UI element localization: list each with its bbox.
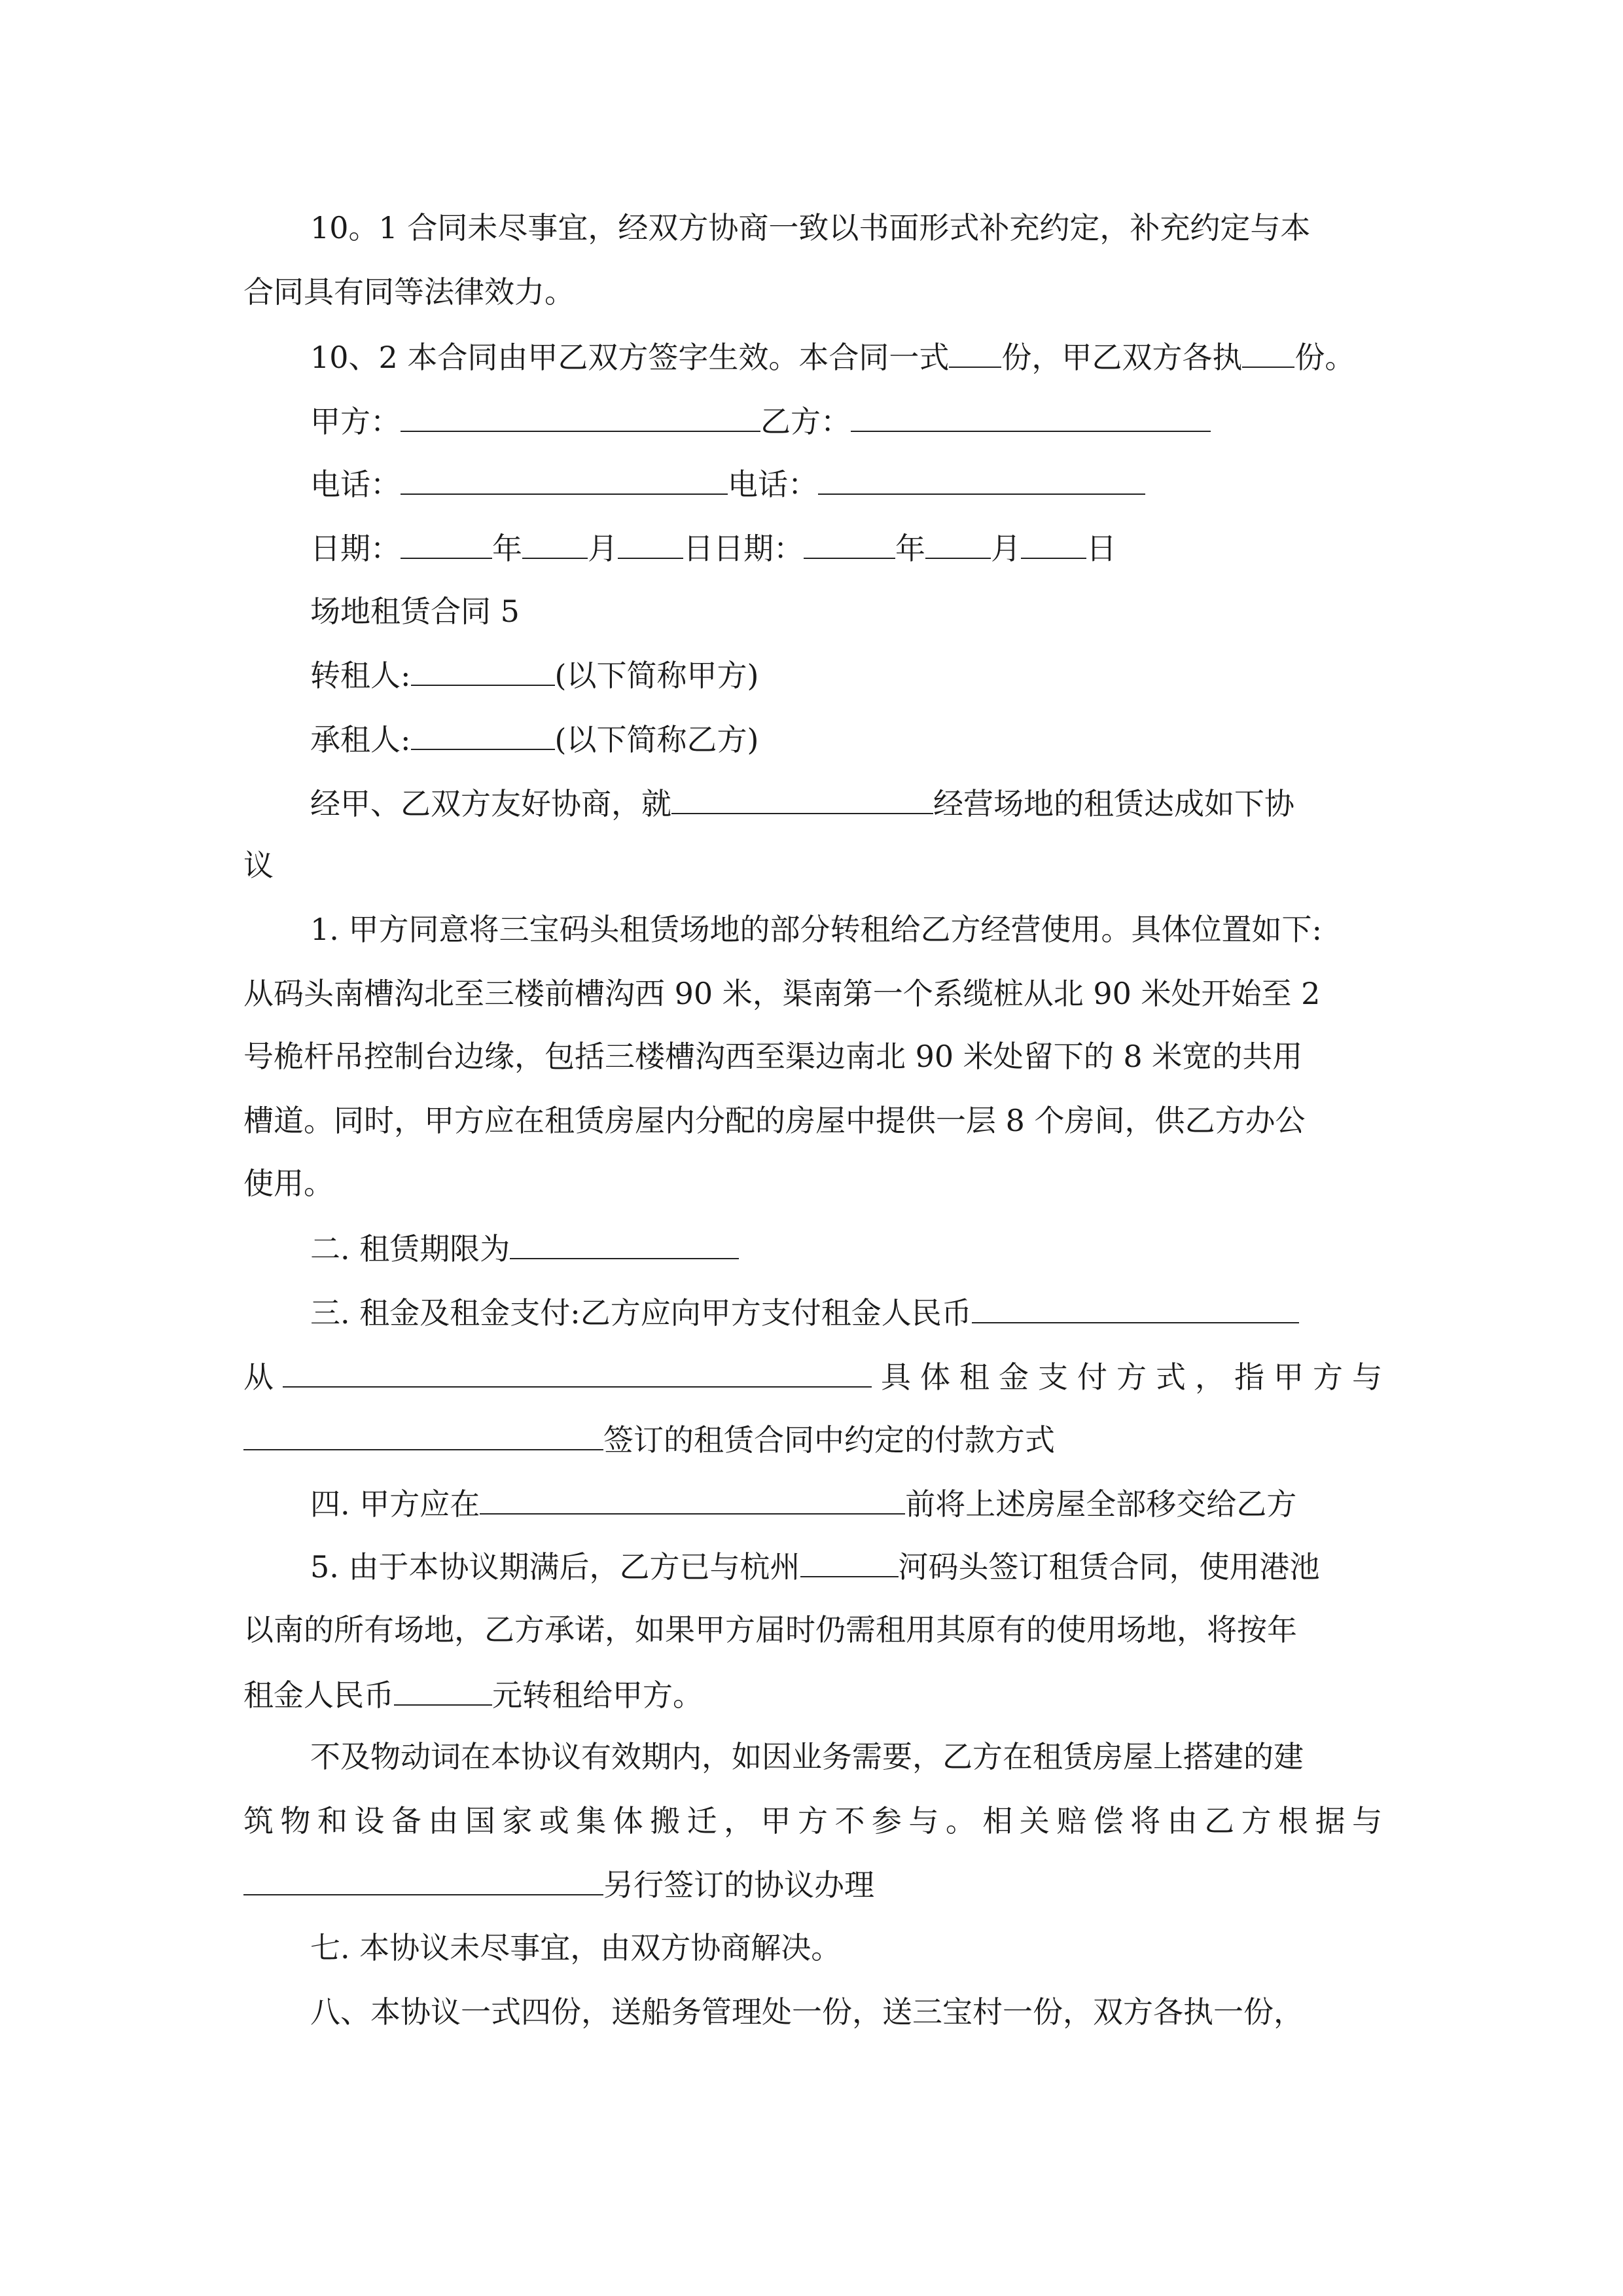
item5-line-2: 以南的所有场地，乙方承诺，如果甲方届时仍需租用其原有的使用场地，将按年	[243, 1612, 1297, 1647]
item6-line-2: 筑物和设备由国家或集体搬迁，甲方不参与。相关赔偿将由乙方根据与	[243, 1803, 1382, 1839]
item6-line-1: 不及物动词在本协议有效期内，如因业务需要，乙方在租赁房屋上搭建的建	[310, 1739, 1304, 1774]
item1-line-2: 从码头南槽沟北至三楼前槽沟西 90 米，渠南第一个系缆桩从北 90 米处开始至 2	[243, 976, 1321, 1011]
item5-line-3: 租金人民币 元转租给甲方。	[243, 1674, 1382, 1715]
contract-title: 场地租赁合同 5	[310, 594, 520, 629]
item2-line: 二. 租赁期限为	[310, 1228, 1449, 1268]
year-b-blank	[804, 528, 895, 559]
lessee-blank	[411, 719, 555, 750]
item5-line-1: 5. 由于本协议期满后，乙方已与杭州 河码头签订租赁合同，使用港池	[310, 1546, 1449, 1587]
clause-10-1-line-2: 合同具有同等法律效力。	[243, 274, 575, 310]
year-a-blank	[401, 528, 492, 559]
rent-amount-blank	[972, 1292, 1299, 1323]
lease-term-blank	[510, 1228, 739, 1259]
hangzhou-blank	[800, 1546, 899, 1577]
business-blank	[671, 783, 933, 814]
phone-line: 电话： 电话：	[310, 463, 1449, 504]
annual-rent-blank	[394, 1674, 492, 1706]
lessee-line: 承租人: (以下简称乙方)	[310, 719, 1449, 759]
item1-line-3: 号桅杆吊控制台边缘，包括三楼槽沟西至渠边南北 90 米处留下的 8 米宽的共用	[243, 1039, 1303, 1074]
item7-line: 七. 本协议未尽事宜，由双方协商解决。	[310, 1930, 842, 1965]
month-b-blank	[925, 528, 991, 559]
item6-line-3: 另行签订的协议办理	[243, 1864, 1382, 1905]
item1-line-1: 1. 甲方同意将三宝码头租赁场地的部分转租给乙方经营使用。具体位置如下:	[310, 912, 1323, 947]
item1-line-5: 使用。	[243, 1166, 334, 1201]
date-line: 日期： 年 月 日日期： 年 月 日	[310, 528, 1449, 568]
signing-party-blank	[243, 1419, 603, 1450]
item3-line-2: 从 具体租金支付方式，指甲方与	[243, 1356, 1382, 1397]
item1-line-4: 槽道。同时，甲方应在租赁房屋内分配的房屋中提供一层 8 个房间，供乙方办公	[243, 1103, 1306, 1138]
phone-a-blank	[401, 463, 728, 495]
party-b-blank	[851, 401, 1211, 432]
month-a-blank	[522, 528, 588, 559]
payment-from-blank	[283, 1356, 872, 1388]
party-line: 甲方： 乙方：	[310, 401, 1449, 441]
clause-10-2: 10、2 本合同由甲乙双方签字生效。本合同一式 份，甲乙双方各执 份。	[310, 336, 1449, 377]
item4-line: 四. 甲方应在 前将上述房屋全部移交给乙方	[310, 1483, 1449, 1524]
copies-each-blank	[1242, 336, 1294, 368]
item8-line: 八、本协议一式四份，送船务管理处一份，送三宝村一份，双方各执一份，	[310, 1994, 1304, 2030]
compensation-party-blank	[243, 1864, 603, 1895]
phone-b-blank	[818, 463, 1145, 495]
item3-line-3: 签订的租赁合同中约定的付款方式	[243, 1419, 1382, 1460]
intro-line: 经甲、乙双方友好协商，就 经营场地的租赁达成如下协	[310, 783, 1449, 823]
sublessor-line: 转租人: (以下简称甲方)	[310, 655, 1449, 695]
day-b-blank	[1021, 528, 1086, 559]
copies-total-blank	[949, 336, 1001, 368]
sublessor-blank	[411, 655, 555, 686]
day-a-blank	[618, 528, 683, 559]
item3-line-1: 三. 租金及租金支付:乙方应向甲方支付租金人民币	[310, 1292, 1449, 1333]
clause-10-1-line-1: 10。1 合同未尽事宜，经双方协商一致以书面形式补充约定，补充约定与本	[310, 210, 1311, 245]
handover-date-blank	[480, 1483, 905, 1515]
intro-line-2: 议	[243, 848, 274, 883]
party-a-blank	[401, 401, 760, 432]
